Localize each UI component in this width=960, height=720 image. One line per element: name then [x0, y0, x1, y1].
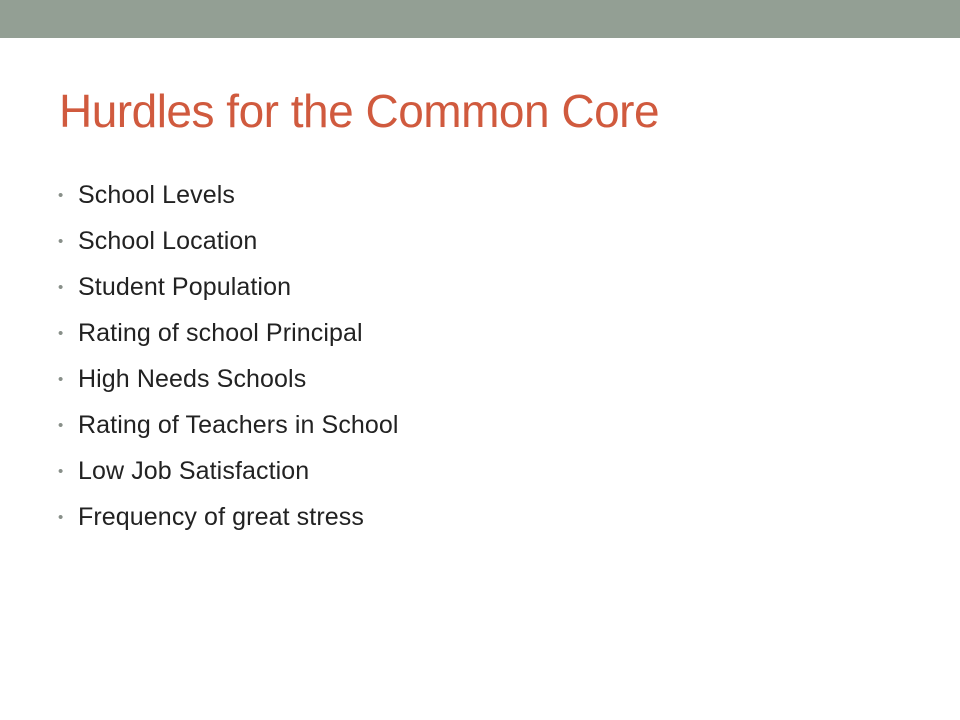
slide-title: Hurdles for the Common Core: [59, 85, 660, 137]
bullet-icon: •: [58, 232, 64, 250]
bullet-list: [58, 172, 399, 540]
list-item: [58, 494, 399, 540]
list-item: [58, 356, 399, 402]
bullet-text: School Levels: [78, 180, 235, 209]
bullet-text: Rating of school Principal: [78, 318, 363, 347]
bullet-icon: •: [58, 278, 64, 296]
bullet-icon: •: [58, 186, 64, 204]
list-item: [58, 448, 399, 494]
list-item: [58, 218, 399, 264]
bullet-text: School Location: [78, 226, 258, 255]
list-item: [58, 310, 399, 356]
bullet-text: Student Population: [78, 272, 292, 301]
bullet-text: High Needs Schools: [78, 364, 307, 393]
list-item: [58, 402, 399, 448]
bullet-icon: •: [58, 370, 64, 388]
bullet-text: Rating of Teachers in School: [78, 410, 399, 439]
list-item: [58, 172, 399, 218]
bullet-icon: •: [58, 462, 64, 480]
bullet-icon: •: [58, 416, 64, 434]
list-item: [58, 264, 399, 310]
bullet-icon: •: [58, 324, 64, 342]
bullet-icon: •: [58, 508, 64, 526]
bullet-text: Low Job Satisfaction: [78, 456, 310, 485]
top-accent-bar: [0, 0, 960, 38]
bullet-text: Frequency of great stress: [78, 502, 364, 531]
